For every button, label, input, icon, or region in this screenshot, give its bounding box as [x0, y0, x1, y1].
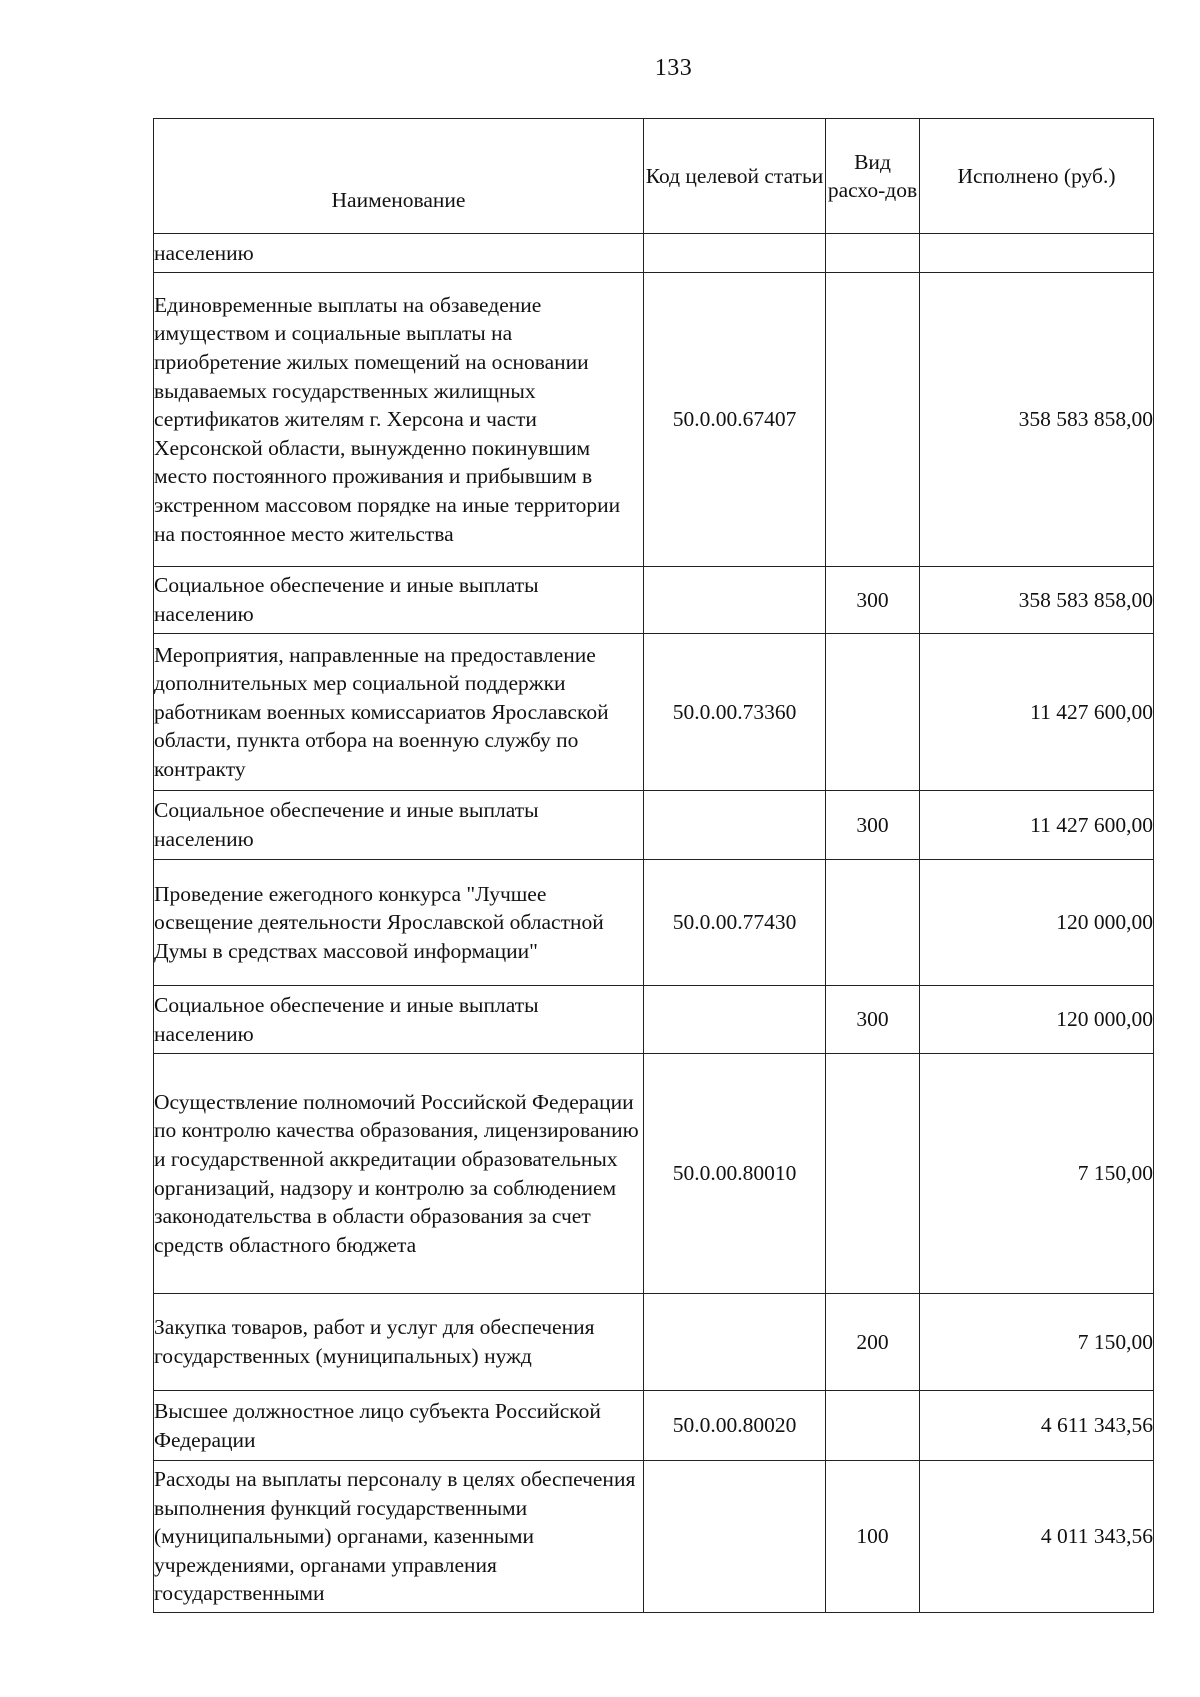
row-type: 100 — [826, 1461, 920, 1613]
row-type — [826, 273, 920, 567]
row-code — [644, 1294, 826, 1391]
row-sum: 120 000,00 — [920, 986, 1154, 1054]
header-type: Вид расхо-дов — [826, 119, 920, 234]
table-header-row — [154, 119, 1154, 234]
table-row — [154, 1054, 1154, 1294]
row-name: Социальное обеспечение и иные выплаты населению — [154, 567, 644, 634]
header-code: Код целевой статьи — [644, 119, 826, 234]
row-code: 50.0.00.77430 — [644, 860, 826, 986]
row-type — [826, 634, 920, 791]
header-sum: Исполнено (руб.) — [920, 119, 1154, 234]
row-name: Закупка товаров, работ и услуг для обеспечения государственных (муниципальных) нужд — [154, 1294, 644, 1391]
row-sum: 11 427 600,00 — [920, 791, 1154, 860]
row-sum: 120 000,00 — [920, 860, 1154, 986]
row-sum: 358 583 858,00 — [920, 273, 1154, 567]
row-sum: 7 150,00 — [920, 1054, 1154, 1294]
row-code: 50.0.00.67407 — [644, 273, 826, 567]
row-type — [826, 1054, 920, 1294]
table-row — [154, 273, 1154, 567]
row-code: 50.0.00.80020 — [644, 1391, 826, 1461]
table-row — [154, 1391, 1154, 1461]
row-sum: 11 427 600,00 — [920, 634, 1154, 791]
row-name: Осуществление полномочий Российской Федерации по контролю качества образования, лицензированию и государственной аккредитации образовательных организаций, надзору и контролю за соблюдением законодательства в области образования за счет средств областного бюджета — [154, 1054, 644, 1294]
row-code — [644, 986, 826, 1054]
row-name: Мероприятия, направленные на предоставление дополнительных мер социальной поддержки работникам военных комиссариатов Ярославской области, пункта отбора на военную службу по контракту — [154, 634, 644, 791]
row-code — [644, 234, 826, 273]
table-row — [154, 860, 1154, 986]
row-name: Расходы на выплаты персоналу в целях обеспечения выполнения функций государственными (муниципальными) органами, казенными учреждениями, органами управления государственными — [154, 1461, 644, 1613]
row-type: 200 — [826, 1294, 920, 1391]
row-name: населению — [154, 234, 644, 273]
row-type — [826, 234, 920, 273]
row-name: Проведение ежегодного конкурса "Лучшее освещение деятельности Ярославской областной Думы в средствах массовой информации" — [154, 860, 644, 986]
row-name: Социальное обеспечение и иные выплаты населению — [154, 791, 644, 860]
table-row — [154, 234, 1154, 273]
row-name: Социальное обеспечение и иные выплаты населению — [154, 986, 644, 1054]
row-sum — [920, 234, 1154, 273]
page-number: 133 — [654, 55, 693, 81]
row-sum: 7 150,00 — [920, 1294, 1154, 1391]
row-code — [644, 791, 826, 860]
row-code: 50.0.00.73360 — [644, 634, 826, 791]
row-name: Высшее должностное лицо субъекта Российской Федерации — [154, 1391, 644, 1461]
row-type — [826, 860, 920, 986]
row-sum: 4 011 343,56 — [920, 1461, 1154, 1613]
row-code — [644, 1461, 826, 1613]
table-row — [154, 791, 1154, 860]
row-code — [644, 567, 826, 634]
table-row — [154, 634, 1154, 791]
table-row — [154, 1461, 1154, 1613]
header-name: Наименование — [154, 119, 644, 234]
table-row — [154, 1294, 1154, 1391]
row-type: 300 — [826, 567, 920, 634]
row-type: 300 — [826, 791, 920, 860]
row-type: 300 — [826, 986, 920, 1054]
row-code: 50.0.00.80010 — [644, 1054, 826, 1294]
row-name: Единовременные выплаты на обзаведение имуществом и социальные выплаты на приобретение жилых помещений на основании выдаваемых государственных жилищных сертификатов жителям г. Херсона и части Херсонской области, вынужденно покинувшим место постоянного проживания и прибывшим в экстренном массовом порядке на иные территории на постоянное место жительства — [154, 273, 644, 567]
table-row — [154, 567, 1154, 634]
table-row — [154, 986, 1154, 1054]
row-sum: 358 583 858,00 — [920, 567, 1154, 634]
row-type — [826, 1391, 920, 1461]
row-sum: 4 611 343,56 — [920, 1391, 1154, 1461]
budget-table — [153, 118, 1154, 1613]
